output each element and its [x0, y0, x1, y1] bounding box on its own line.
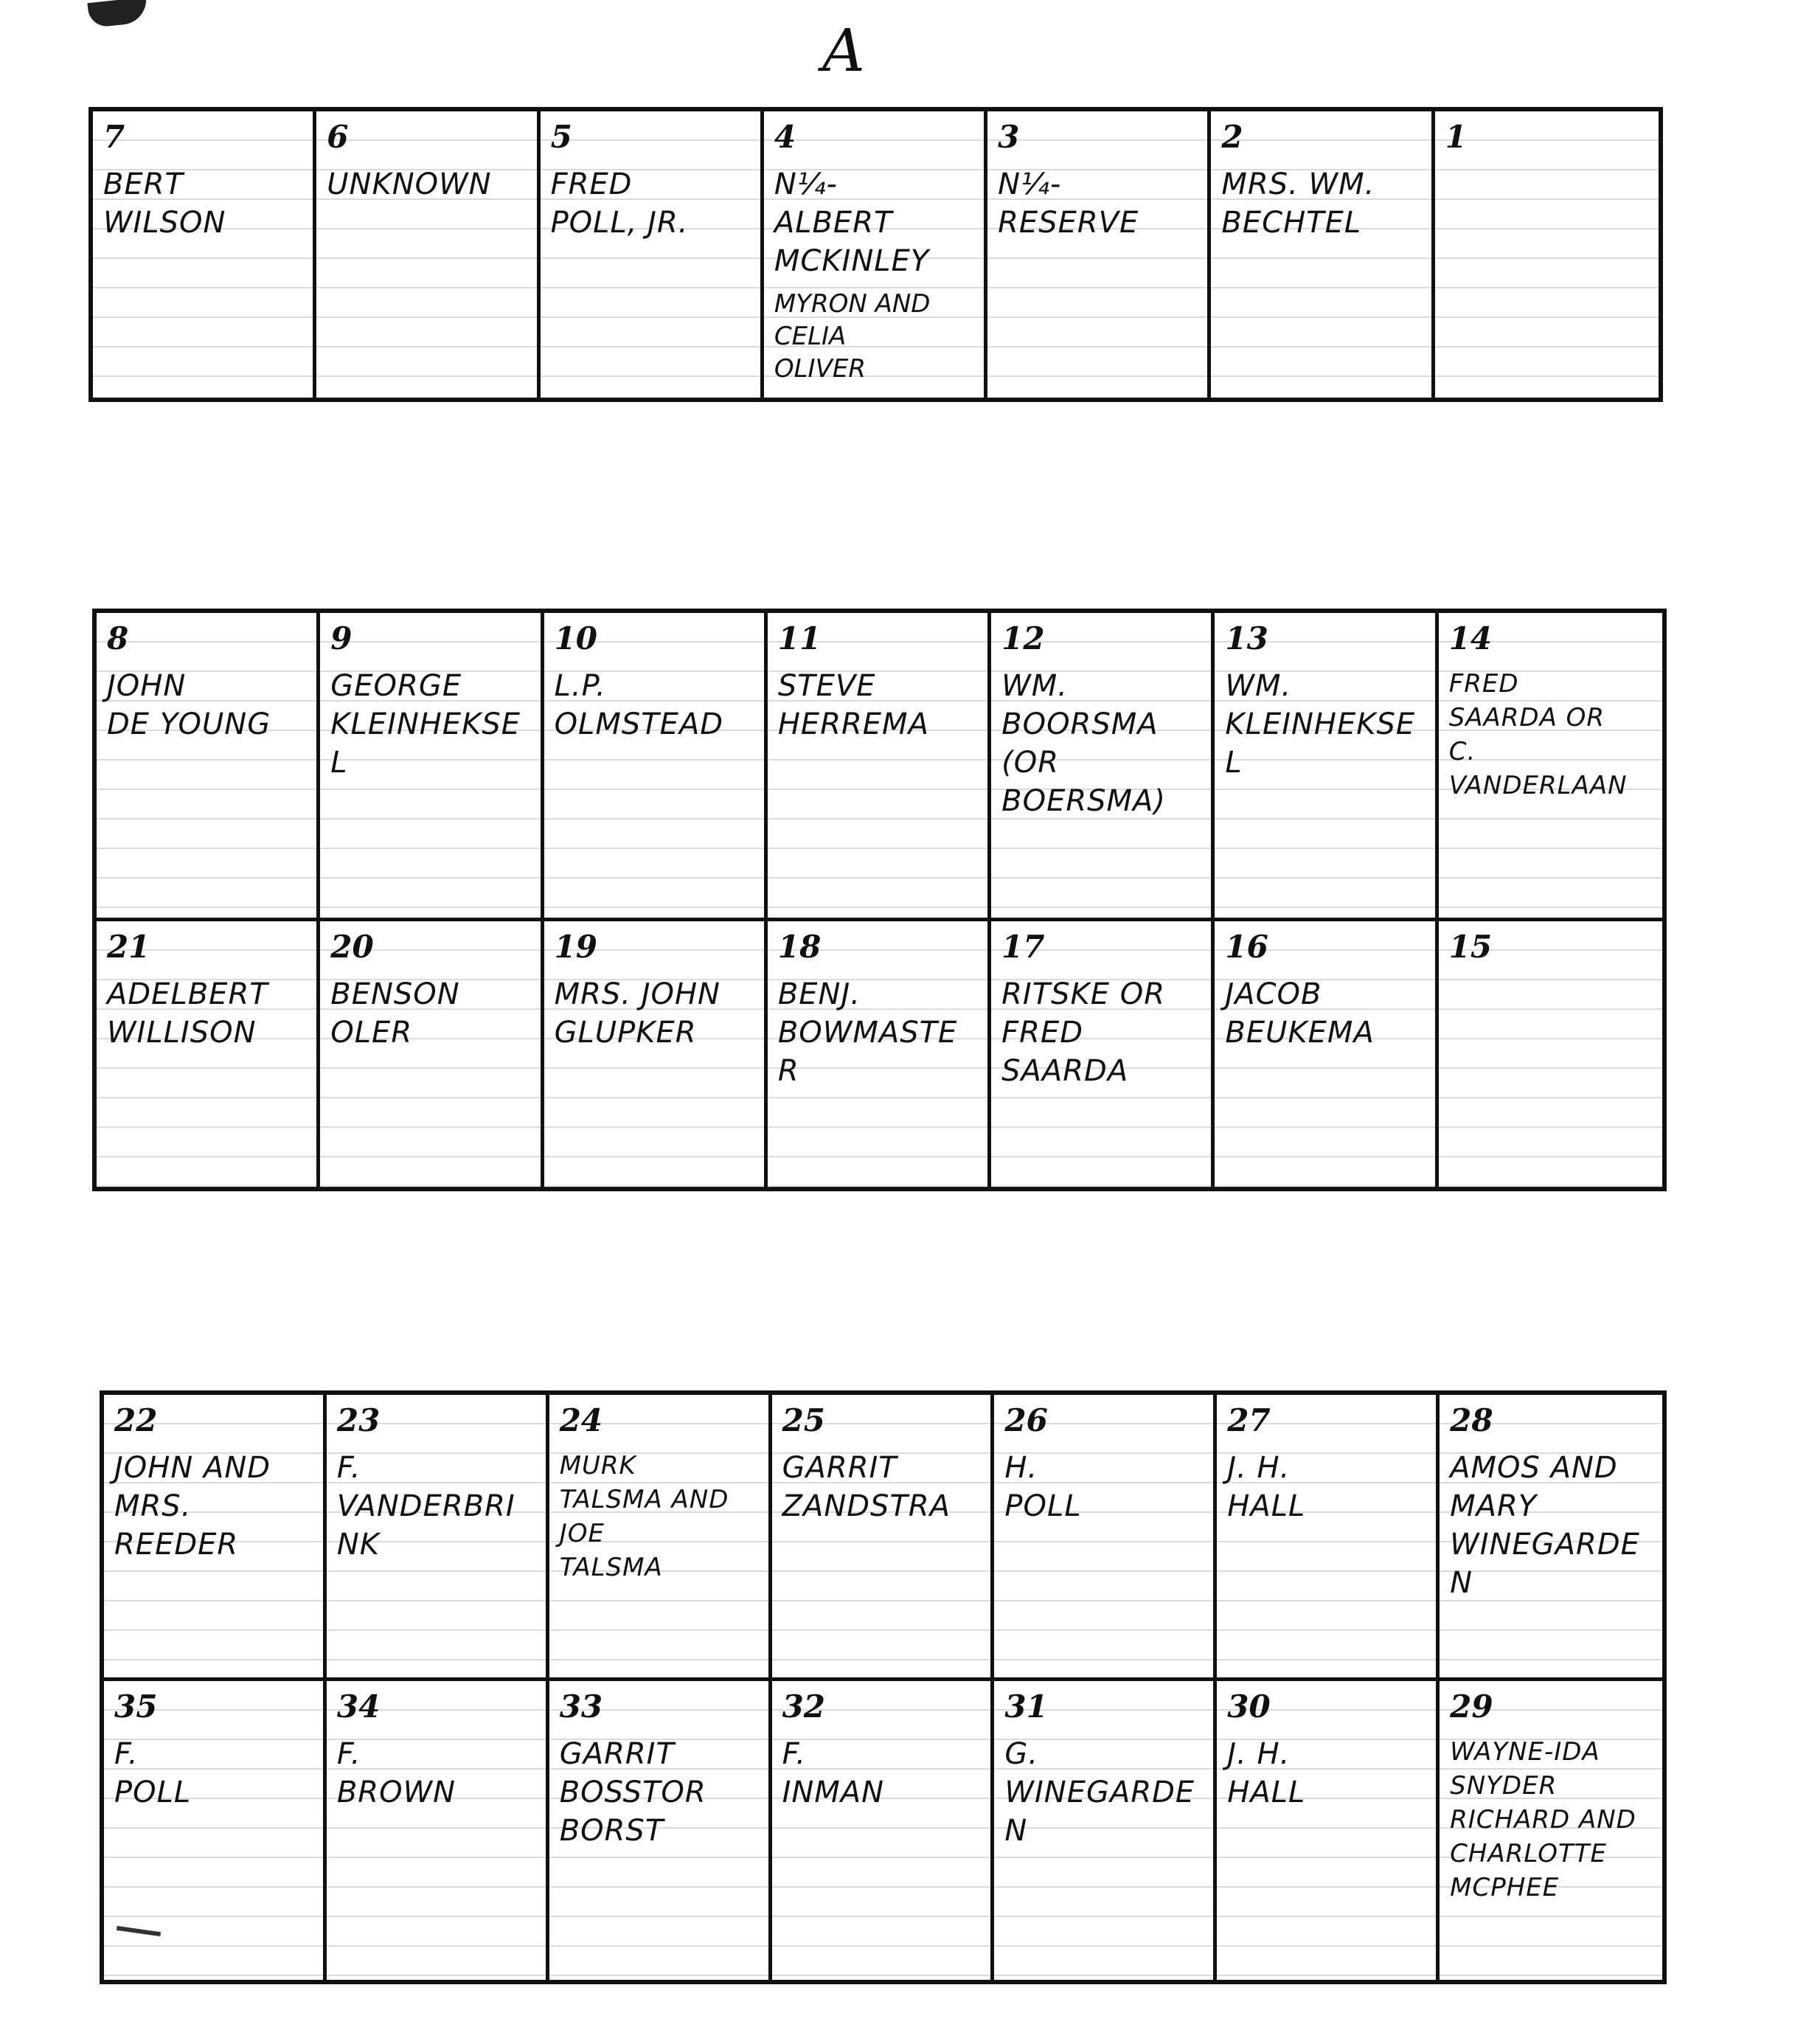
lot-cell	[327, 1681, 549, 1980]
lot-number: 1	[1445, 119, 1467, 155]
lot-cell	[544, 613, 768, 921]
lot-owner-name: MRS. WM. BECHTEL	[1221, 167, 1375, 240]
lot-owner-name: STEVE HERREMA	[777, 669, 929, 741]
lot-cell	[768, 921, 991, 1188]
lot-cell	[768, 613, 991, 921]
lot-owner-name: WM. KLEINHEKSEL	[1225, 669, 1416, 780]
lot-number: 14	[1448, 620, 1493, 656]
lot-number: 19	[554, 928, 598, 965]
lot-cell	[97, 613, 320, 921]
lot-owner-name: GEORGE KLEINHEKSEL	[330, 669, 521, 780]
lot-cell	[1440, 1395, 1662, 1681]
lot-cell	[549, 1681, 772, 1980]
lot-cell	[541, 111, 764, 398]
lot-number: 20	[330, 928, 374, 965]
lot-owner-name: F. POLL	[114, 1737, 192, 1809]
lot-number: 22	[114, 1402, 158, 1438]
lot-cell	[1440, 1681, 1662, 1980]
lot-cell	[327, 1395, 549, 1681]
lot-cell	[104, 1681, 327, 1980]
lot-owner-name: F. INMAN	[782, 1737, 885, 1809]
lot-number: 8	[107, 620, 129, 656]
cemetery-block-middle	[92, 609, 1667, 1191]
lot-cell	[104, 1395, 327, 1681]
lot-number: 24	[559, 1402, 603, 1438]
lot-owner-name: JACOB BEUKEMA	[1225, 977, 1375, 1050]
lot-number: 33	[559, 1688, 603, 1725]
lot-owner-name: GARRIT BOSSTOR BORST	[559, 1737, 706, 1848]
lot-cell	[991, 921, 1215, 1188]
lot-owner-name: L.P. OLMSTEAD	[554, 669, 724, 741]
lot-number: 28	[1450, 1402, 1493, 1438]
lot-cell	[994, 1395, 1217, 1681]
lot-number: 25	[782, 1402, 826, 1438]
lot-number: 9	[330, 620, 353, 656]
lot-cell	[994, 1681, 1217, 1980]
lot-grid	[97, 613, 1662, 1187]
lot-cell	[1211, 111, 1434, 398]
lot-cell	[1217, 1681, 1440, 1980]
lot-owner-name: H. POLL	[1004, 1451, 1082, 1523]
lot-cell	[1439, 921, 1662, 1188]
lot-cell	[991, 613, 1215, 921]
lot-number: 2	[1221, 119, 1243, 155]
lot-number: 3	[998, 119, 1020, 155]
lot-number: 12	[1001, 620, 1045, 656]
ink-smudge	[87, 0, 148, 28]
lot-number: 32	[782, 1688, 826, 1725]
lot-owner-name: J. H. HALL	[1227, 1737, 1306, 1809]
lot-owner-name: UNKNOWN	[327, 167, 492, 201]
lot-number: 11	[777, 620, 822, 656]
lot-cell	[1215, 921, 1438, 1188]
lot-cell	[549, 1395, 772, 1681]
lot-number: 29	[1450, 1688, 1493, 1725]
lot-owner-name: RITSKE OR FRED SAARDA	[1001, 977, 1166, 1088]
lot-number: 34	[336, 1688, 381, 1725]
lot-cell	[320, 921, 544, 1188]
lot-number: 30	[1227, 1688, 1271, 1725]
lot-cell	[764, 111, 987, 398]
cemetery-block-top	[88, 107, 1663, 402]
lot-owner-name: J. H. HALL	[1227, 1451, 1306, 1523]
lot-number: 15	[1448, 928, 1493, 965]
lot-owner-name: F. VANDERBRINK	[336, 1451, 515, 1562]
lot-number: 13	[1225, 620, 1268, 656]
lot-cell	[316, 111, 540, 398]
lot-number: 21	[107, 928, 150, 965]
lot-number: 4	[774, 119, 796, 155]
lot-owner-name: FRED POLL, JR.	[550, 167, 689, 240]
lot-cell	[1439, 613, 1662, 921]
lot-owner-name: BERT WILSON	[103, 167, 226, 240]
lot-owner-name: GARRIT ZANDSTRA	[782, 1451, 951, 1523]
lot-cell	[772, 1395, 995, 1681]
lot-number: 6	[327, 119, 349, 155]
lot-owner-name: MRS. JOHN GLUPKER	[554, 977, 721, 1050]
lot-owner-name: BENJ. BOWMASTER	[777, 977, 958, 1088]
lot-owner-name: WM. BOORSMA (OR BOERSMA)	[1001, 669, 1167, 818]
lot-grid	[93, 111, 1659, 398]
lot-number: 16	[1225, 928, 1268, 965]
lot-cell	[97, 921, 320, 1188]
lot-number: 31	[1004, 1688, 1048, 1725]
lot-cell	[544, 921, 768, 1188]
lot-number: 18	[777, 928, 822, 965]
lot-owner-name: BENSON OLER	[330, 977, 460, 1050]
lot-cell	[1215, 613, 1438, 921]
lot-number: 7	[103, 119, 125, 155]
lot-owner-name: MURK TALSMA AND JOE TALSMA	[559, 1451, 729, 1582]
lot-owner-name: AMOS AND MARY WINEGARDEN	[1450, 1451, 1640, 1600]
lot-owner-name-secondary: MYRON AND CELIA OLIVER	[774, 289, 931, 384]
lot-owner-name: ADELBERT WILLISON	[107, 977, 268, 1050]
lot-number: 27	[1227, 1402, 1271, 1438]
lot-cell	[93, 111, 316, 398]
lot-cell	[987, 111, 1211, 398]
lot-cell	[1217, 1395, 1440, 1681]
lot-owner-name: JOHN AND MRS. REEDER	[114, 1451, 271, 1562]
page-letter: A	[822, 16, 865, 85]
lot-number: 5	[550, 119, 572, 155]
lot-grid	[104, 1395, 1662, 1980]
lot-cell	[320, 613, 544, 921]
lot-cell	[1435, 111, 1659, 398]
lot-cell	[772, 1681, 995, 1980]
lot-owner-name: F. BROWN	[336, 1737, 456, 1809]
cemetery-block-bottom	[100, 1390, 1667, 1984]
lot-owner-name: N¼- ALBERT MCKINLEY	[774, 167, 930, 278]
lot-owner-name: JOHN DE YOUNG	[107, 669, 271, 741]
lot-number: 26	[1004, 1402, 1048, 1438]
lot-number: 10	[554, 620, 598, 656]
lot-number: 35	[114, 1688, 158, 1725]
lot-owner-name: N¼- RESERVE	[998, 167, 1139, 240]
lot-owner-name: WAYNE-IDA SNYDER RICHARD AND CHARLOTTE MCPHEE	[1450, 1737, 1636, 1902]
lot-owner-name: FRED SAARDA OR C. VANDERLAAN	[1448, 669, 1628, 800]
lot-number: 23	[336, 1402, 381, 1438]
lot-number: 17	[1001, 928, 1045, 965]
lot-owner-name: G. WINEGARDEN	[1004, 1737, 1195, 1848]
